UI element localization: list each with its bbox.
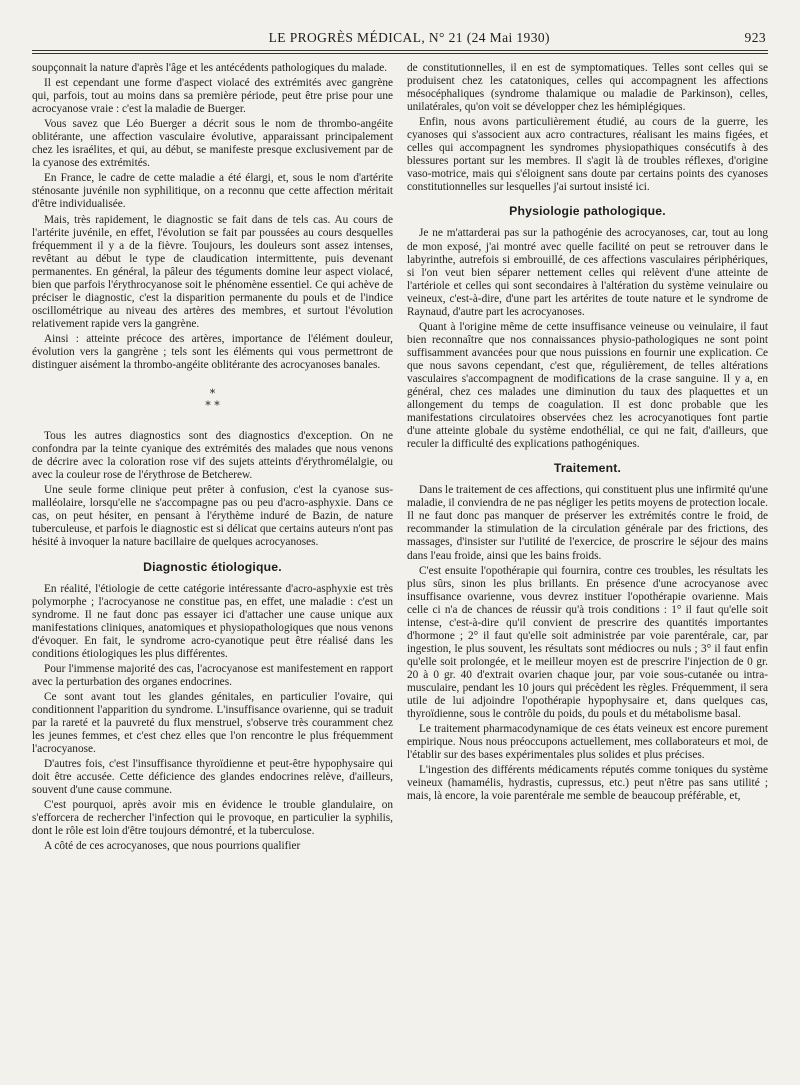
paragraph: Dans le traitement de ces affections, qui constituent plus une infirmité qu'une maladie, il conviendra de ne pas négliger les petits moyens de protection locale. Il ne faut donc pas manquer de préserver les extrémités contre le froid, de recommander la stimulation de la circulation générale par des frictions, des massages, d'insister sur l'utilité de l'exercice, de proscrire le séjour des mains dans l'eau froide, ainsi que les bains froids.: [407, 484, 768, 562]
section-heading-etiologique: Diagnostic étiologique.: [143, 559, 282, 574]
paragraph: L'ingestion des différents médicaments réputés comme toniques du système veineux (hamamélis, hydrastis, cupressus, etc.) peut n'être pas sans utilité ; mais, là encore, la voie parentérale me semble de beaucoup préférable, et,: [407, 764, 768, 803]
paragraph: Je ne m'attarderai pas sur la pathogénie des acrocyanoses, car, tout au long de mon exposé, j'ai montré avec quelle facilité on peut se retrouver dans le labyrinthe, autrefois si embrouillé, de ces affections vasculaires périphériques, si l'on veut bien séparer nettement celles qui relèvent d'une atteinte de l'artériole et celles qui sont secondaires à l'altération du système veinulaire ou veineux, c'est-à-dire, d'une part les artérites de toute nature et le syndrome de Raynaud, d'autre part les acrocyanoses.: [407, 227, 768, 318]
paragraph: Le traitement pharmacodynamique de ces états veineux est encore purement empirique. Nous nous préoccupons actuellement, mes collaborateurs et moi, de l'établir sur des bases expérimentales plus solides et plus précises.: [407, 723, 768, 762]
running-header: [32, 30, 768, 46]
paragraph: En réalité, l'étiologie de cette catégorie intéressante d'acro-asphyxie est très polymorphe ; l'acrocyanose ne constitue pas, en effet, une maladie : c'est un syndrome. Il ne faut donc pas essayer ici d'attacher une cause unique aux manifestations cliniques, anatomiques et physiopathologiques que nous venons d'évoquer. En fait, le syndrome acro-cyanotique peut être réalisé dans les conditions étiologiques les plus différentes.: [32, 582, 393, 660]
paragraph: C'est ensuite l'opothérapie qui fournira, contre ces troubles, les résultats les plus sûrs, sinon les plus brillants. En présence d'une acrocyanose avec insuffisance ovarienne, vous devrez instituer l'opothérapie ovarienne. Mais celle ci n'a de chances de réussir qu'à trois conditions : 1° il faut qu'elle soit intense, c'est-à-dire qu'il convient de prescrire des quantités importantes d'hormone ; 2° il faut qu'elle soit administrée par voie parentérale, car, par ingestion, le plus souvent, les résultats sont médiocres ou nuls ; 3° il faut enfin qu'elle soit prolongée, et le meilleur moyen est de prescrire l'injection de 0 gr. 20 à 0 gr. 40 d'extrait ovarien chaque jour, par voie sous-cutanée ou intra-musculaire, pendant les 10 jours qui précèdent les règles. Fréquemment, il sera utile de lui adjoindre l'opothérapie hypophysaire et, dans quelques cas, thyroïdienne, sous le contrôle du poids, du pouls et du métabolisme basal.: [407, 564, 768, 721]
paragraph: D'autres fois, c'est l'insuffisance thyroïdienne et peut-être hypophysaire qui doit être accusée. Cette déficience des glandes endocrines relève, d'ailleurs, souvent d'une cause commune.: [32, 758, 393, 797]
paragraph: Tous les autres diagnostics sont des diagnostics d'exception. On ne confondra par la teinte cyanique des extrémités des malades que nous venons de décrire avec la coloration rose vif des sujets atteints d'érythromélalgie, ou avec la couleur rose de l'érythrose de Betcherew.: [32, 430, 393, 482]
paragraph: Vous savez que Léo Buerger a décrit sous le nom de thrombo-angéite oblitérante, une affection vasculaire évolutive, apparaissant principalement chez les israélites, et qui, au début, se manifeste presque exclusivement par de la cyanose des extrémités.: [32, 118, 393, 170]
paragraph: Une seule forme clinique peut prêter à confusion, c'est la cyanose sus-malléolaire, lorsqu'elle ne s'accompagne pas ou peu d'acro-asphyxie. Dans ce cas, on peut hésiter, en pensant à l'érythème induré de Bazin, de nature tuberculeuse, et parfois le diagnostic est si délicat que certains auteurs n'ont pas hésité à invoquer la nature bacillaire de quelques acrocyanoses.: [32, 484, 393, 549]
header-rule-secondary: [32, 53, 768, 54]
paragraph: soupçonnait la nature d'après l'âge et les antécédents pathologiques du malade.: [32, 62, 388, 74]
paragraph: A côté de ces acrocyanoses, que nous pourrions qualifier: [44, 840, 301, 853]
paragraph: Ainsi : atteinte précoce des artères, importance de l'élément douleur, évolution vers la gangrène ; tels sont les éléments qui vous permettront de distinguer aisément la thrombo-angéite oblitérante des acrocyanoses banales.: [32, 332, 393, 372]
paragraph: de constitutionnelles, il en est de symptomatiques. Telles sont celles qui se produisent chez les catatoniques, celles qui accompagnent les affections mésocéphaliques (syndrome thalamique ou maladie de Parkinson), celles, unilatérales, qu'on voit se développer chez les hémiplégiques.: [407, 62, 768, 114]
paragraph: Enfin, nous avons particulièrement étudié, au cours de la guerre, les cyanoses qui s'associent aux acro contractures, réalisant les mains figées, et celles qui accompagnent les syndromes physiopathiques consécutifs à des blessures portant sur les membres. Il s'agit là de troubles réflexes, d'origine vaso-motrice, mais qui s'éloignent sans doute par certains points des cyanoses constitutionnelles sur lesquelles j'ai surtout insisté ici.: [407, 116, 768, 194]
header-rule: [32, 50, 768, 51]
section-heading-physiologie: Physiologie pathologique.: [509, 204, 666, 219]
journal-title: LE PROGRÈS MÉDICAL, N° 21 (24 Mai 1930): [268, 30, 550, 45]
paragraph: Mais, très rapidement, le diagnostic se fait dans de tels cas. Au cours de l'artérite juvénile, en effet, l'évolution se fait par poussées au cours desquelles fréquemment il y a de la fièvre. Toujours, les douleurs sont assez intenses, revêtant au début le type de claudication intermittente, puis devenant permanentes. En général, la pâleur des téguments domine leur aspect violacé, bien que parfois l'érythrocyanose soit le phénomène essentiel. Ce qui achève de préciser le diagnostic, c'est la disparition permanente du pouls et de l'indice oscillométrique au niveau des artères des membres, et surtout l'évolution relativement rapide vers la gangrène.: [32, 213, 393, 330]
section-heading-traitement: Traitement.: [553, 461, 622, 476]
right-column: [407, 62, 768, 855]
paragraph: En France, le cadre de cette maladie a été élargi, et, sous le nom d'artérite sténosante juvénile non syphilitique, on a reconnu que cette affection méritait d'être individualisée.: [32, 172, 393, 211]
separator-star-top: *: [209, 387, 216, 401]
section-separator: [32, 388, 393, 412]
paragraph: Quant à l'origine même de cette insuffisance veineuse ou veinulaire, il faut bien reconnaître que nos connaissances physio-pathologiques ne sont point suffisamment avancées pour que nous puissions en fournir une explication. Ce que nous savons cependant, c'est que, régulièrement, de telles altérations vasculaires s'accompagnent de modifications de la crase sanguine. Il y a, en général, chez ces malades une diminution du taux des plaquettes et un allongement du temps de coagulation. Il est donc probable que les manifestations circulatoires observées chez les acrocyanotiques font partie d'une atteinte globale du système endothélial, ce qui ne fait, d'ailleurs, que reculer la difficulté des explications pathogéniques.: [407, 320, 768, 451]
page-number: 923: [744, 30, 766, 45]
paragraph: Pour l'immense majorité des cas, l'acrocyanose est manifestement en rapport avec la perturbation des organes endocrines.: [32, 662, 393, 688]
paragraph: Il est cependant une forme d'aspect violacé des extrémités avec gangrène qui, parfois, tout au moins dans sa première période, peut être prise pour une acrocyanose vraie : c'est la maladie de Buerger.: [32, 77, 393, 116]
separator-star-bottom: * *: [205, 399, 220, 413]
paragraph: Ce sont avant tout les glandes génitales, en particulier l'ovaire, qui conditionnent l'apparition du syndrome. L'insuffisance ovarienne, qui se traduit par la rareté et la pauvreté du flux menstruel, s'observe très couramment chez les jeunes femmes, et c'est chez elles que l'on rencontre le plus fréquemment l'acrocyanose.: [32, 690, 393, 756]
article-body: [32, 62, 768, 855]
paragraph: C'est pourquoi, après avoir mis en évidence le trouble glandulaire, on s'efforcera de rechercher l'infection qui le provoque, en particulier la syphilis, dont le rôle est loin d'être toujours démontré, et la tuberculose.: [32, 799, 393, 838]
left-column: [32, 62, 393, 855]
